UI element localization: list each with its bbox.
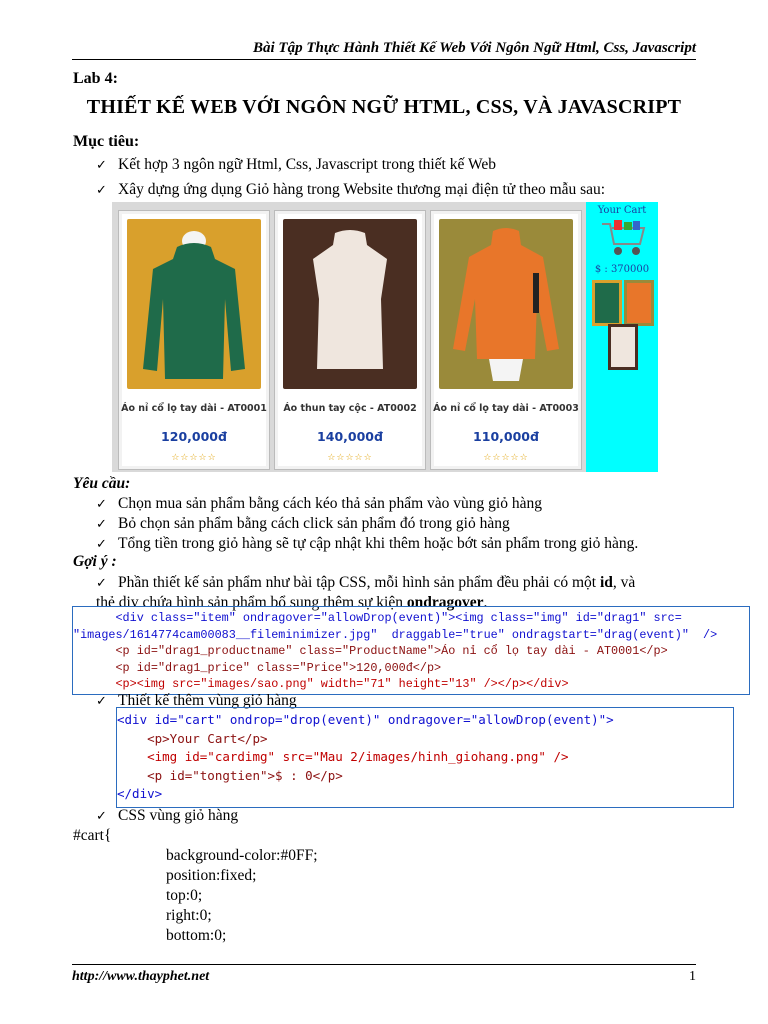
code-line: <img id="cardimg" src="Mau 2/images/hinh_giohang.png" /> xyxy=(117,749,569,764)
objective-item xyxy=(96,180,605,201)
checkmark-icon: ✓ xyxy=(96,158,107,173)
hint-keyword: id xyxy=(599,574,613,591)
code-line: <p id="drag1_price" class="Price">120,000đ</p> xyxy=(73,660,442,675)
hint-item xyxy=(96,806,238,827)
rating-stars-icon: ☆☆☆☆☆ xyxy=(171,453,217,463)
page-title: THIẾT KẾ WEB VỚI NGÔN NGỮ HTML, CSS, VÀ JAVASCRIPT xyxy=(86,96,682,118)
code-line: <p>Your Cart</p> xyxy=(117,730,268,746)
product-card[interactable] xyxy=(430,210,582,470)
shopping-cart-icon xyxy=(600,218,646,258)
code-block-cart xyxy=(116,707,734,808)
page-footer xyxy=(72,964,696,985)
checkmark-icon: ✓ xyxy=(96,537,107,552)
objective-text: Kết hợp 3 ngôn ngữ Html, Css, Javascript trong thiết kế Web xyxy=(118,156,496,173)
product-photo-1[interactable] xyxy=(127,219,261,389)
cart-item-thumb[interactable] xyxy=(608,324,638,370)
cart-drop-zone[interactable] xyxy=(586,202,658,472)
code-line: <div class="item" ondragover="allowDrop(event)"><img class="img" id="drag1" src= xyxy=(73,611,682,625)
css-rule: bottom:0; xyxy=(166,927,227,944)
product-card[interactable] xyxy=(118,210,270,470)
page-header: Bài Tập Thực Hành Thiết Kế Web Với Ngôn Ngữ Html, Css, Javascript xyxy=(72,40,696,60)
checkmark-icon: ✓ xyxy=(96,183,107,198)
requirement-item xyxy=(96,514,510,535)
shop-demo-image xyxy=(112,202,658,472)
product-photo-3[interactable] xyxy=(439,219,573,389)
code-line: <div id="cart" ondrop="drop(event)" ondragover="allowDrop(event)"> xyxy=(117,712,614,727)
code-line: <p id="tongtien">$ : 0</p> xyxy=(117,767,343,783)
hints-label: Gợi ý : xyxy=(73,553,117,570)
css-selector: #cart{ xyxy=(73,827,112,844)
footer-link[interactable]: http://www.thayphet.net xyxy=(72,969,210,984)
requirement-item xyxy=(96,534,638,555)
css-rule: top:0; xyxy=(166,887,203,904)
product-photo-2[interactable] xyxy=(283,219,417,389)
requirement-item xyxy=(96,494,542,515)
checkmark-icon: ✓ xyxy=(96,576,107,591)
code-line: "images/1614774cam00083__fileminimizer.jpg" draggable="true" ondragstart="drag(event)" /> xyxy=(73,627,718,642)
product-price: 120,000đ xyxy=(161,429,227,444)
product-price: 110,000đ xyxy=(473,429,539,444)
code-line: </div> xyxy=(117,786,163,801)
cart-item-thumb[interactable] xyxy=(624,280,654,326)
checkmark-icon: ✓ xyxy=(96,694,107,709)
hint-text: , và xyxy=(612,574,636,591)
code-line: <p><img src="images/sao.png" width="71" height="13" /></p></div> xyxy=(73,677,569,691)
checkmark-icon: ✓ xyxy=(96,497,107,512)
css-rule: position:fixed; xyxy=(166,867,257,884)
objective-text: Xây dựng ứng dụng Giỏ hàng trong Website thương mại điện tử theo mẫu sau: xyxy=(118,181,606,198)
product-price: 140,000đ xyxy=(317,429,383,444)
css-rule: right:0; xyxy=(166,907,212,924)
requirement-text: Tổng tiền trong giỏ hàng sẽ tự cập nhật khi thêm hoặc bớt sản phẩm trong giỏ hàng. xyxy=(118,535,639,552)
requirement-text: Bỏ chọn sản phẩm bằng cách click sản phẩm đó trong giỏ hàng xyxy=(118,515,510,532)
hint-item xyxy=(96,573,716,594)
code-block-product xyxy=(72,606,750,695)
cart-total: $ : 370000 xyxy=(594,264,650,275)
lab-label: Lab 4: xyxy=(73,70,118,87)
product-name: Áo nỉ cổ lọ tay dài - AT0003 xyxy=(433,403,579,414)
product-card[interactable] xyxy=(274,210,426,470)
page-number: 1 xyxy=(689,969,696,984)
checkmark-icon: ✓ xyxy=(96,809,107,824)
css-rule: background-color:#0FF; xyxy=(166,847,318,864)
objective-item xyxy=(96,155,496,176)
rating-stars-icon: ☆☆☆☆☆ xyxy=(483,453,529,463)
checkmark-icon: ✓ xyxy=(96,517,107,532)
cart-item-thumb[interactable] xyxy=(592,280,622,326)
requirements-label: Yêu cầu: xyxy=(73,475,131,492)
objective-label: Mục tiêu: xyxy=(73,133,140,150)
hint-text: Thiết kế thêm vùng giỏ hàng xyxy=(118,692,297,709)
rating-stars-icon: ☆☆☆☆☆ xyxy=(327,453,373,463)
code-line: <p id="drag1_productname" class="ProductName">Áo nỉ cổ lọ tay dài - AT0001</p> xyxy=(73,644,668,658)
hint-keyword: ondragover xyxy=(406,594,484,611)
hint-text: CSS vùng giỏ hàng xyxy=(118,807,239,824)
cart-title: Your Cart xyxy=(597,205,647,216)
product-name: Áo nỉ cổ lọ tay dài - AT0001 xyxy=(121,403,267,414)
product-name: Áo thun tay cộc - AT0002 xyxy=(283,403,417,414)
hint-text: thẻ div chứa hình sản phẩm bổ sung thêm sự kiện xyxy=(96,594,407,611)
hint-text: . xyxy=(483,594,488,611)
requirement-text: Chọn mua sản phẩm bằng cách kéo thả sản phẩm vào vùng giỏ hàng xyxy=(118,495,542,512)
hint-text: Phần thiết kế sản phẩm như bài tập CSS, mỗi hình sản phẩm đều phải có một xyxy=(118,574,600,591)
